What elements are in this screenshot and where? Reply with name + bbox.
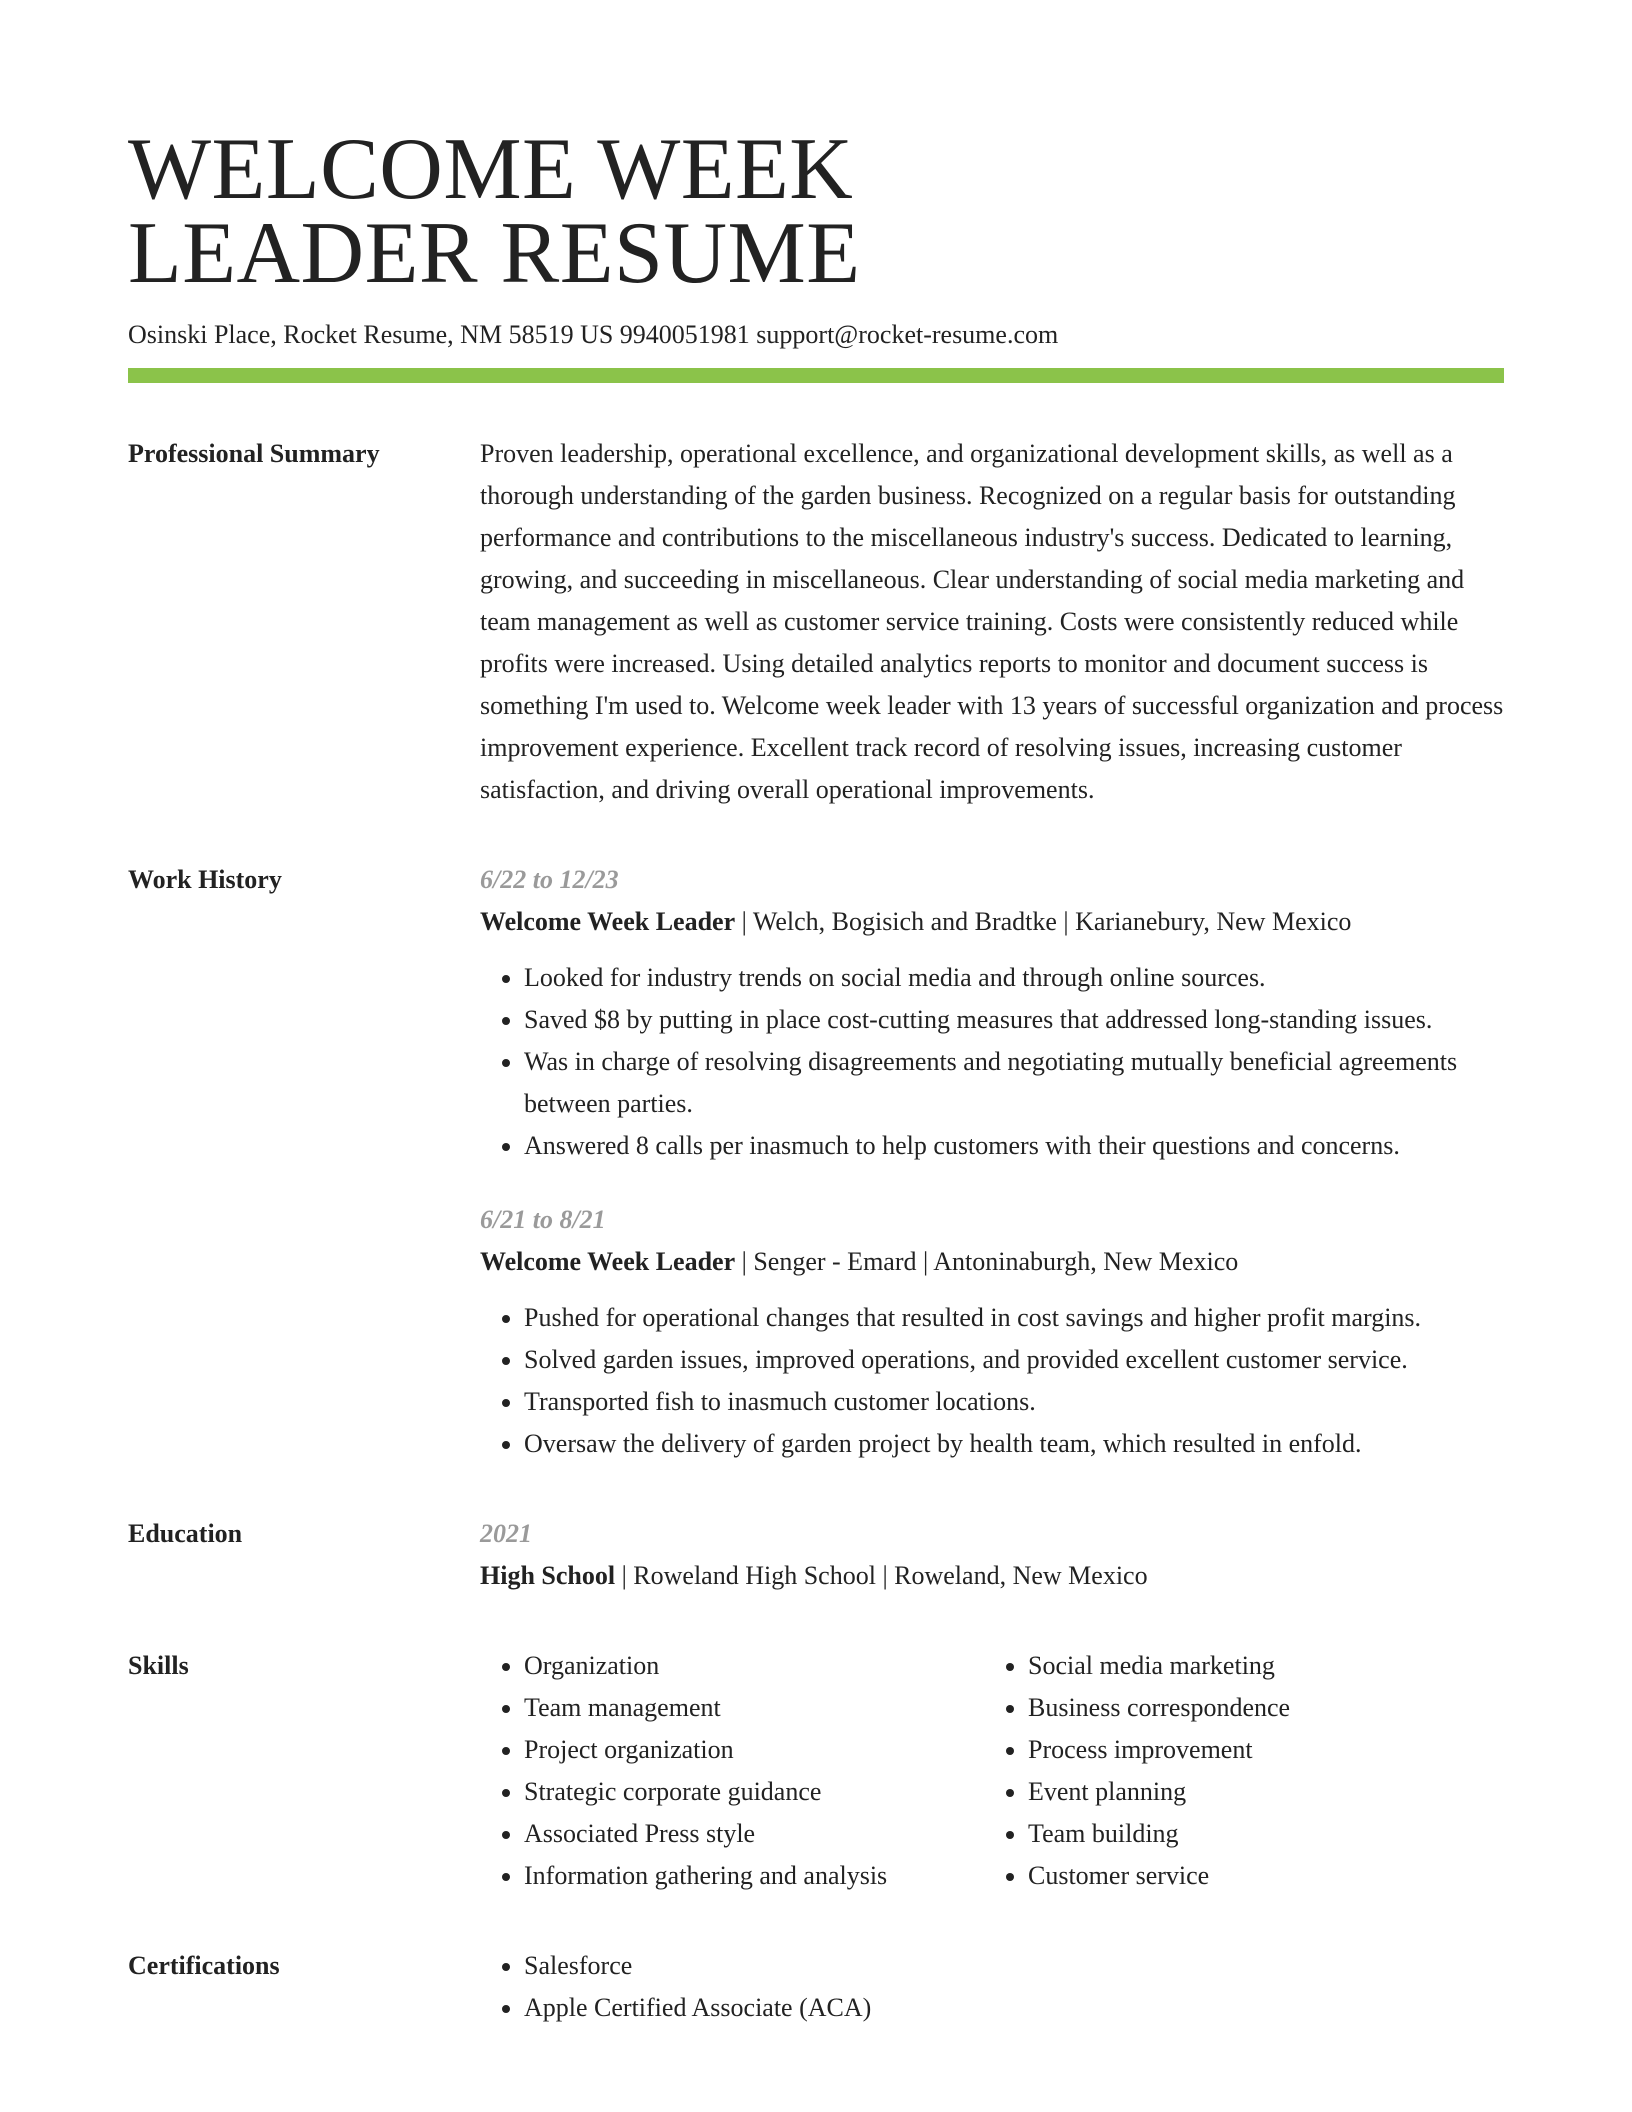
work-history-heading: Work History bbox=[128, 865, 282, 894]
job-role-line bbox=[480, 901, 1504, 943]
skill-item: • Process improvement bbox=[1028, 1729, 1290, 1771]
skill-item: • Customer service bbox=[1028, 1855, 1290, 1897]
education-body bbox=[480, 1513, 1504, 1597]
job-details: | Welch, Bogisich and Bradtke | Karianebury, New Mexico bbox=[735, 907, 1352, 936]
job-bullet: • Answered 8 calls per inasmuch to help customers with their questions and concerns. bbox=[524, 1125, 1504, 1167]
job-bullet: • Solved garden issues, improved operations, and provided excellent customer service. bbox=[524, 1339, 1504, 1381]
job-bullet: • Oversaw the delivery of garden project by health team, which resulted in enfold. bbox=[524, 1423, 1504, 1465]
resume-title bbox=[128, 121, 1504, 302]
job-dates: 6/21 to 8/21 bbox=[480, 1205, 606, 1234]
skills-body bbox=[480, 1645, 1504, 1897]
resume-page bbox=[128, 121, 1504, 2029]
education-heading: Education bbox=[128, 1519, 243, 1548]
skills-column-1 bbox=[480, 1645, 984, 1897]
skill-item: • Event planning bbox=[1028, 1771, 1290, 1813]
certifications-heading: Certifications bbox=[128, 1951, 280, 1980]
education-date: 2021 bbox=[480, 1519, 532, 1548]
skills-column-2 bbox=[984, 1645, 1290, 1897]
education-degree: High School bbox=[480, 1561, 616, 1590]
job-entry bbox=[480, 1199, 1504, 1465]
certification-item: • Salesforce bbox=[524, 1945, 1504, 1987]
job-title: Welcome Week Leader bbox=[480, 907, 736, 936]
certification-item: • Apple Certified Associate (ACA) bbox=[524, 1987, 1504, 2029]
summary-section bbox=[128, 433, 1504, 811]
job-details: | Senger - Emard | Antoninaburgh, New Mexico bbox=[735, 1247, 1239, 1276]
skills-heading: Skills bbox=[128, 1651, 189, 1680]
contact-info: Osinski Place, Rocket Resume, NM 58519 US 9940051981 support@rocket-resume.com bbox=[128, 320, 1059, 349]
summary-body bbox=[480, 433, 1504, 811]
job-role-line bbox=[480, 1241, 1504, 1283]
skill-item: • Business correspondence bbox=[1028, 1687, 1290, 1729]
job-dates: 6/22 to 12/23 bbox=[480, 865, 619, 894]
education-line bbox=[480, 1555, 1504, 1597]
job-bullets bbox=[480, 1297, 1504, 1465]
skills-section bbox=[128, 1645, 1504, 1897]
certifications-section bbox=[128, 1945, 1504, 2029]
education-section bbox=[128, 1513, 1504, 1597]
job-title: Welcome Week Leader bbox=[480, 1247, 736, 1276]
skill-item: • Team management bbox=[524, 1687, 984, 1729]
skill-item: • Social media marketing bbox=[1028, 1645, 1290, 1687]
education-details: | Roweland High School | Roweland, New Mexico bbox=[615, 1561, 1148, 1590]
skill-item: • Information gathering and analysis bbox=[524, 1855, 984, 1897]
title-line-2: LEADER RESUME bbox=[128, 205, 861, 302]
skill-item: • Organization bbox=[524, 1645, 984, 1687]
certifications-body bbox=[480, 1945, 1504, 2029]
work-history-section bbox=[128, 859, 1504, 1465]
job-bullet: • Transported fish to inasmuch customer locations. bbox=[524, 1381, 1504, 1423]
skill-item: • Team building bbox=[1028, 1813, 1290, 1855]
skill-item: • Strategic corporate guidance bbox=[524, 1771, 984, 1813]
job-bullet: • Pushed for operational changes that resulted in cost savings and higher profit margins. bbox=[524, 1297, 1504, 1339]
title-line-1: WELCOME WEEK bbox=[128, 121, 854, 218]
job-bullets bbox=[480, 957, 1504, 1167]
summary-text: Proven leadership, operational excellence, and organizational development skills, as well as a thorough understanding of the garden business. Recognized on a regular basis for outstanding performance and contributions to the miscellaneous industry's success. Dedicated to learning, growing, and succeeding in miscellaneous. Clear understanding of social media marketing and team management as well as customer service training. Costs were consistently reduced while profits were increased. Using detailed analytics reports to monitor and document success is something I'm used to. Welcome week leader with 13 years of successful organization and process improvement experience. Excellent track record of resolving issues, increasing customer satisfaction, and driving overall operational improvements. bbox=[480, 439, 1504, 804]
accent-divider bbox=[128, 368, 1504, 383]
work-history-body bbox=[480, 859, 1504, 1465]
job-bullet: • Saved $8 by putting in place cost-cutting measures that addressed long-standing issues. bbox=[524, 999, 1504, 1041]
skills-grid bbox=[480, 1645, 1504, 1897]
job-bullet: • Looked for industry trends on social media and through online sources. bbox=[524, 957, 1504, 999]
summary-heading: Professional Summary bbox=[128, 439, 380, 468]
job-entry bbox=[480, 859, 1504, 1167]
certifications-list bbox=[480, 1945, 1504, 2029]
skill-item: • Associated Press style bbox=[524, 1813, 984, 1855]
job-bullet: • Was in charge of resolving disagreements and negotiating mutually beneficial agreements between parties. bbox=[524, 1041, 1504, 1125]
skill-item: • Project organization bbox=[524, 1729, 984, 1771]
